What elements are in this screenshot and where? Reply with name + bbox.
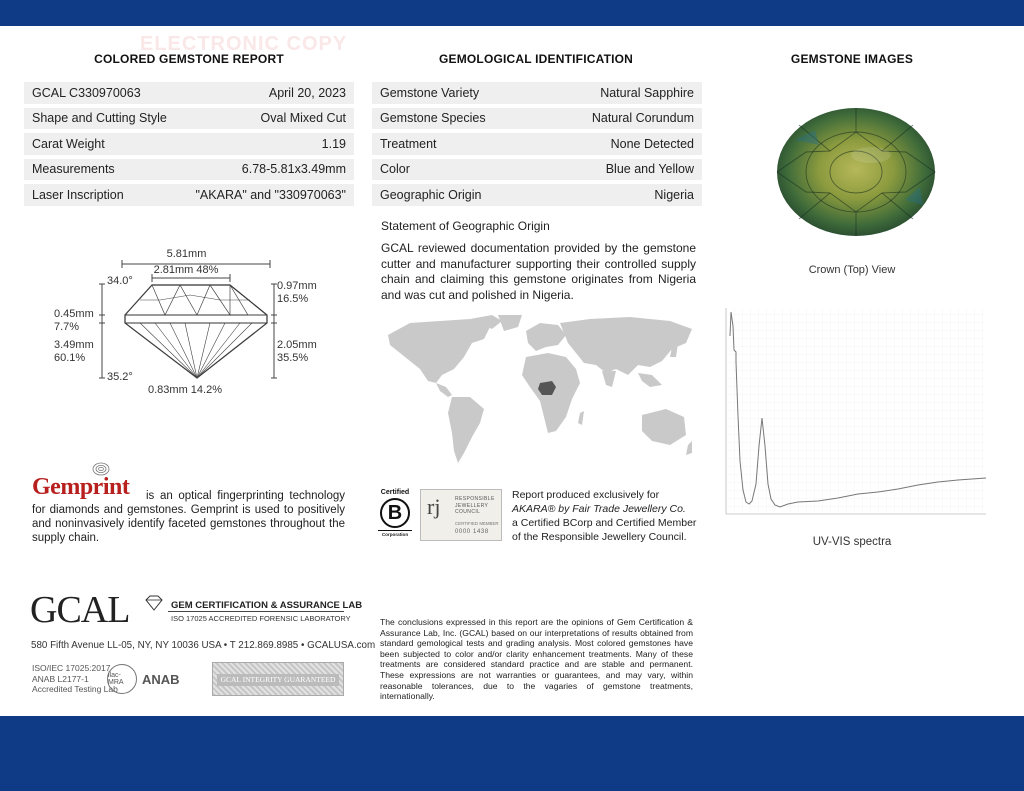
table-row [24, 82, 354, 104]
bcorp-bottom-text: Corporation [378, 530, 412, 537]
row-label: Carat Weight [24, 133, 181, 155]
diamond-icon [143, 594, 165, 612]
table-row [24, 159, 354, 181]
table-row [372, 159, 702, 181]
rjc-line1: RESPONSIBLE [455, 496, 495, 502]
gcal-divider [168, 611, 344, 612]
iso-block [32, 663, 118, 695]
row-label: Laser Inscription [24, 184, 181, 206]
row-value: 6.78-5.81x3.49mm [181, 159, 354, 181]
table-row [372, 82, 702, 104]
row-value: None Detected [539, 133, 702, 155]
table-label: 2.81mm 48% [153, 264, 219, 276]
iso-line1: ISO/IEC 17025:2017 [32, 663, 111, 673]
origin-statement: GCAL reviewed documentation provided by the gemstone cutter and manufacturer supporting their controlled supply chain and claiming this gemstone originates from Nigeria and was cut and polished in Nigeria. [381, 241, 696, 302]
iso-line3: Accredited Testing Lab [32, 684, 118, 694]
pavilion-mm: 2.05mm [277, 339, 317, 351]
integrity-badge [212, 662, 344, 696]
gcal-logo: GCAL [30, 589, 130, 631]
cert-statement [512, 488, 696, 544]
row-value: Nigeria [539, 184, 702, 206]
depth-mm: 3.49mm [54, 339, 94, 351]
row-label: GCAL C330970063 [24, 82, 181, 104]
integrity-text: GCAL INTEGRITY GUARANTEED [217, 674, 339, 686]
row-label: Treatment [372, 133, 539, 155]
gcal-accreditation: ISO 17025 ACCREDITED FORENSIC LABORATORY [171, 614, 351, 623]
row-value: Blue and Yellow [539, 159, 702, 181]
uv-vis-spectra-graph [718, 306, 988, 524]
row-value: April 20, 2023 [181, 82, 354, 104]
iso-line2: ANAB L2177-1 [32, 673, 89, 684]
depth-pct: 60.1% [54, 352, 86, 364]
row-label: Measurements [24, 159, 181, 181]
table-row [372, 184, 702, 206]
girdle-pct: 7.7% [54, 321, 80, 333]
disclaimer: The conclusions expressed in this report are the opinions of Gem Certification & Assurance Lab, Inc. (GCAL) based on our interpretations of results obtained from standard gemological tests and grading analysis. Most colored gemstones have been subjected to color and/or clarity enhancement treatments. Many of these treatments are considered standard practice and are stable and permanent. These expressions are not warranties or guarantees, and may vary, within reasonable tolerances, due to the vagaries of gemstone treatments, internationally. [380, 617, 693, 702]
cert-line4: of the Responsible Jewellery Council. [512, 531, 687, 543]
culet-label: 0.83mm 14.2% [148, 384, 222, 396]
row-value: Natural Corundum [539, 108, 702, 130]
row-label: Geographic Origin [372, 184, 539, 206]
gemprint-description: is an optical fingerprinting technology for diamonds and gemstones. Gemprint is used to positively and noninvasively identify faceted gemstones throughout the supply chain. [32, 490, 345, 544]
table-row [24, 184, 354, 206]
bcorp-logo: B [380, 498, 410, 528]
width-label: 5.81mm [166, 248, 207, 260]
row-value: 1.19 [181, 133, 354, 155]
girdle-mm: 0.45mm [54, 308, 94, 320]
row-label: Shape and Cutting Style [24, 108, 181, 130]
rjc-number: 0000 1438 [455, 529, 489, 535]
rjc-name [455, 496, 495, 516]
bottom-band [0, 716, 1024, 791]
cert-line3: a Certified BCorp and Certified Member [512, 517, 697, 529]
gcal-address: 580 Fifth Avenue LL-05, NY, NY 10036 USA • T 212.869.8985 • GCALUSA.com [31, 640, 376, 651]
report-title: COLORED GEMSTONE REPORT [94, 52, 284, 66]
table-row [372, 108, 702, 130]
spectra-caption: UV-VIS spectra [812, 536, 892, 548]
crown-height-pct: 16.5% [277, 293, 309, 305]
anab-logo: ANAB [142, 672, 180, 687]
table-row [24, 108, 354, 130]
pavilion-pct: 35.5% [277, 352, 309, 364]
row-label: Color [372, 159, 539, 181]
ilac-logo: ilac-MRA [107, 664, 137, 694]
images-title: GEMSTONE IMAGES [790, 52, 914, 66]
bcorp-top-text: Certified [380, 489, 410, 496]
row-value: Oval Mixed Cut [181, 108, 354, 130]
gcal-name: GEM CERTIFICATION & ASSURANCE LAB [171, 600, 363, 611]
top-band [0, 0, 1024, 26]
rjc-line3: COUNCIL [455, 509, 481, 515]
cert-line1: Report produced exclusively for [512, 489, 660, 501]
rjc-badge [420, 489, 502, 541]
identification-table [372, 78, 702, 210]
world-map [380, 313, 698, 473]
report-table [24, 78, 354, 210]
gemstone-crown-image [775, 105, 937, 239]
cert-line2: AKARA® by Fair Trade Jewellery Co. [512, 503, 686, 515]
row-value: "AKARA" and "330970063" [181, 184, 354, 206]
identification-title: GEMOLOGICAL IDENTIFICATION [438, 52, 634, 66]
crown-angle-label: 34.0° [107, 275, 133, 287]
rjc-logo-icon: rj [427, 494, 441, 519]
row-label: Gemstone Species [372, 108, 539, 130]
pavilion-angle-label: 35.2° [107, 371, 133, 383]
origin-heading: Statement of Geographic Origin [381, 219, 550, 233]
crown-height-mm: 0.97mm [277, 280, 317, 292]
crown-caption: Crown (Top) View [808, 264, 896, 276]
rjc-line2: JEWELLERY [455, 502, 489, 509]
table-row [24, 133, 354, 155]
table-row [372, 133, 702, 155]
electronic-copy-watermark: ELECTRONIC COPY [140, 33, 348, 55]
row-value: Natural Sapphire [539, 82, 702, 104]
row-label: Gemstone Variety [372, 82, 539, 104]
rjc-member: CERTIFIED MEMBER [455, 521, 499, 526]
gemprint-logo: Gemprint [32, 474, 130, 500]
